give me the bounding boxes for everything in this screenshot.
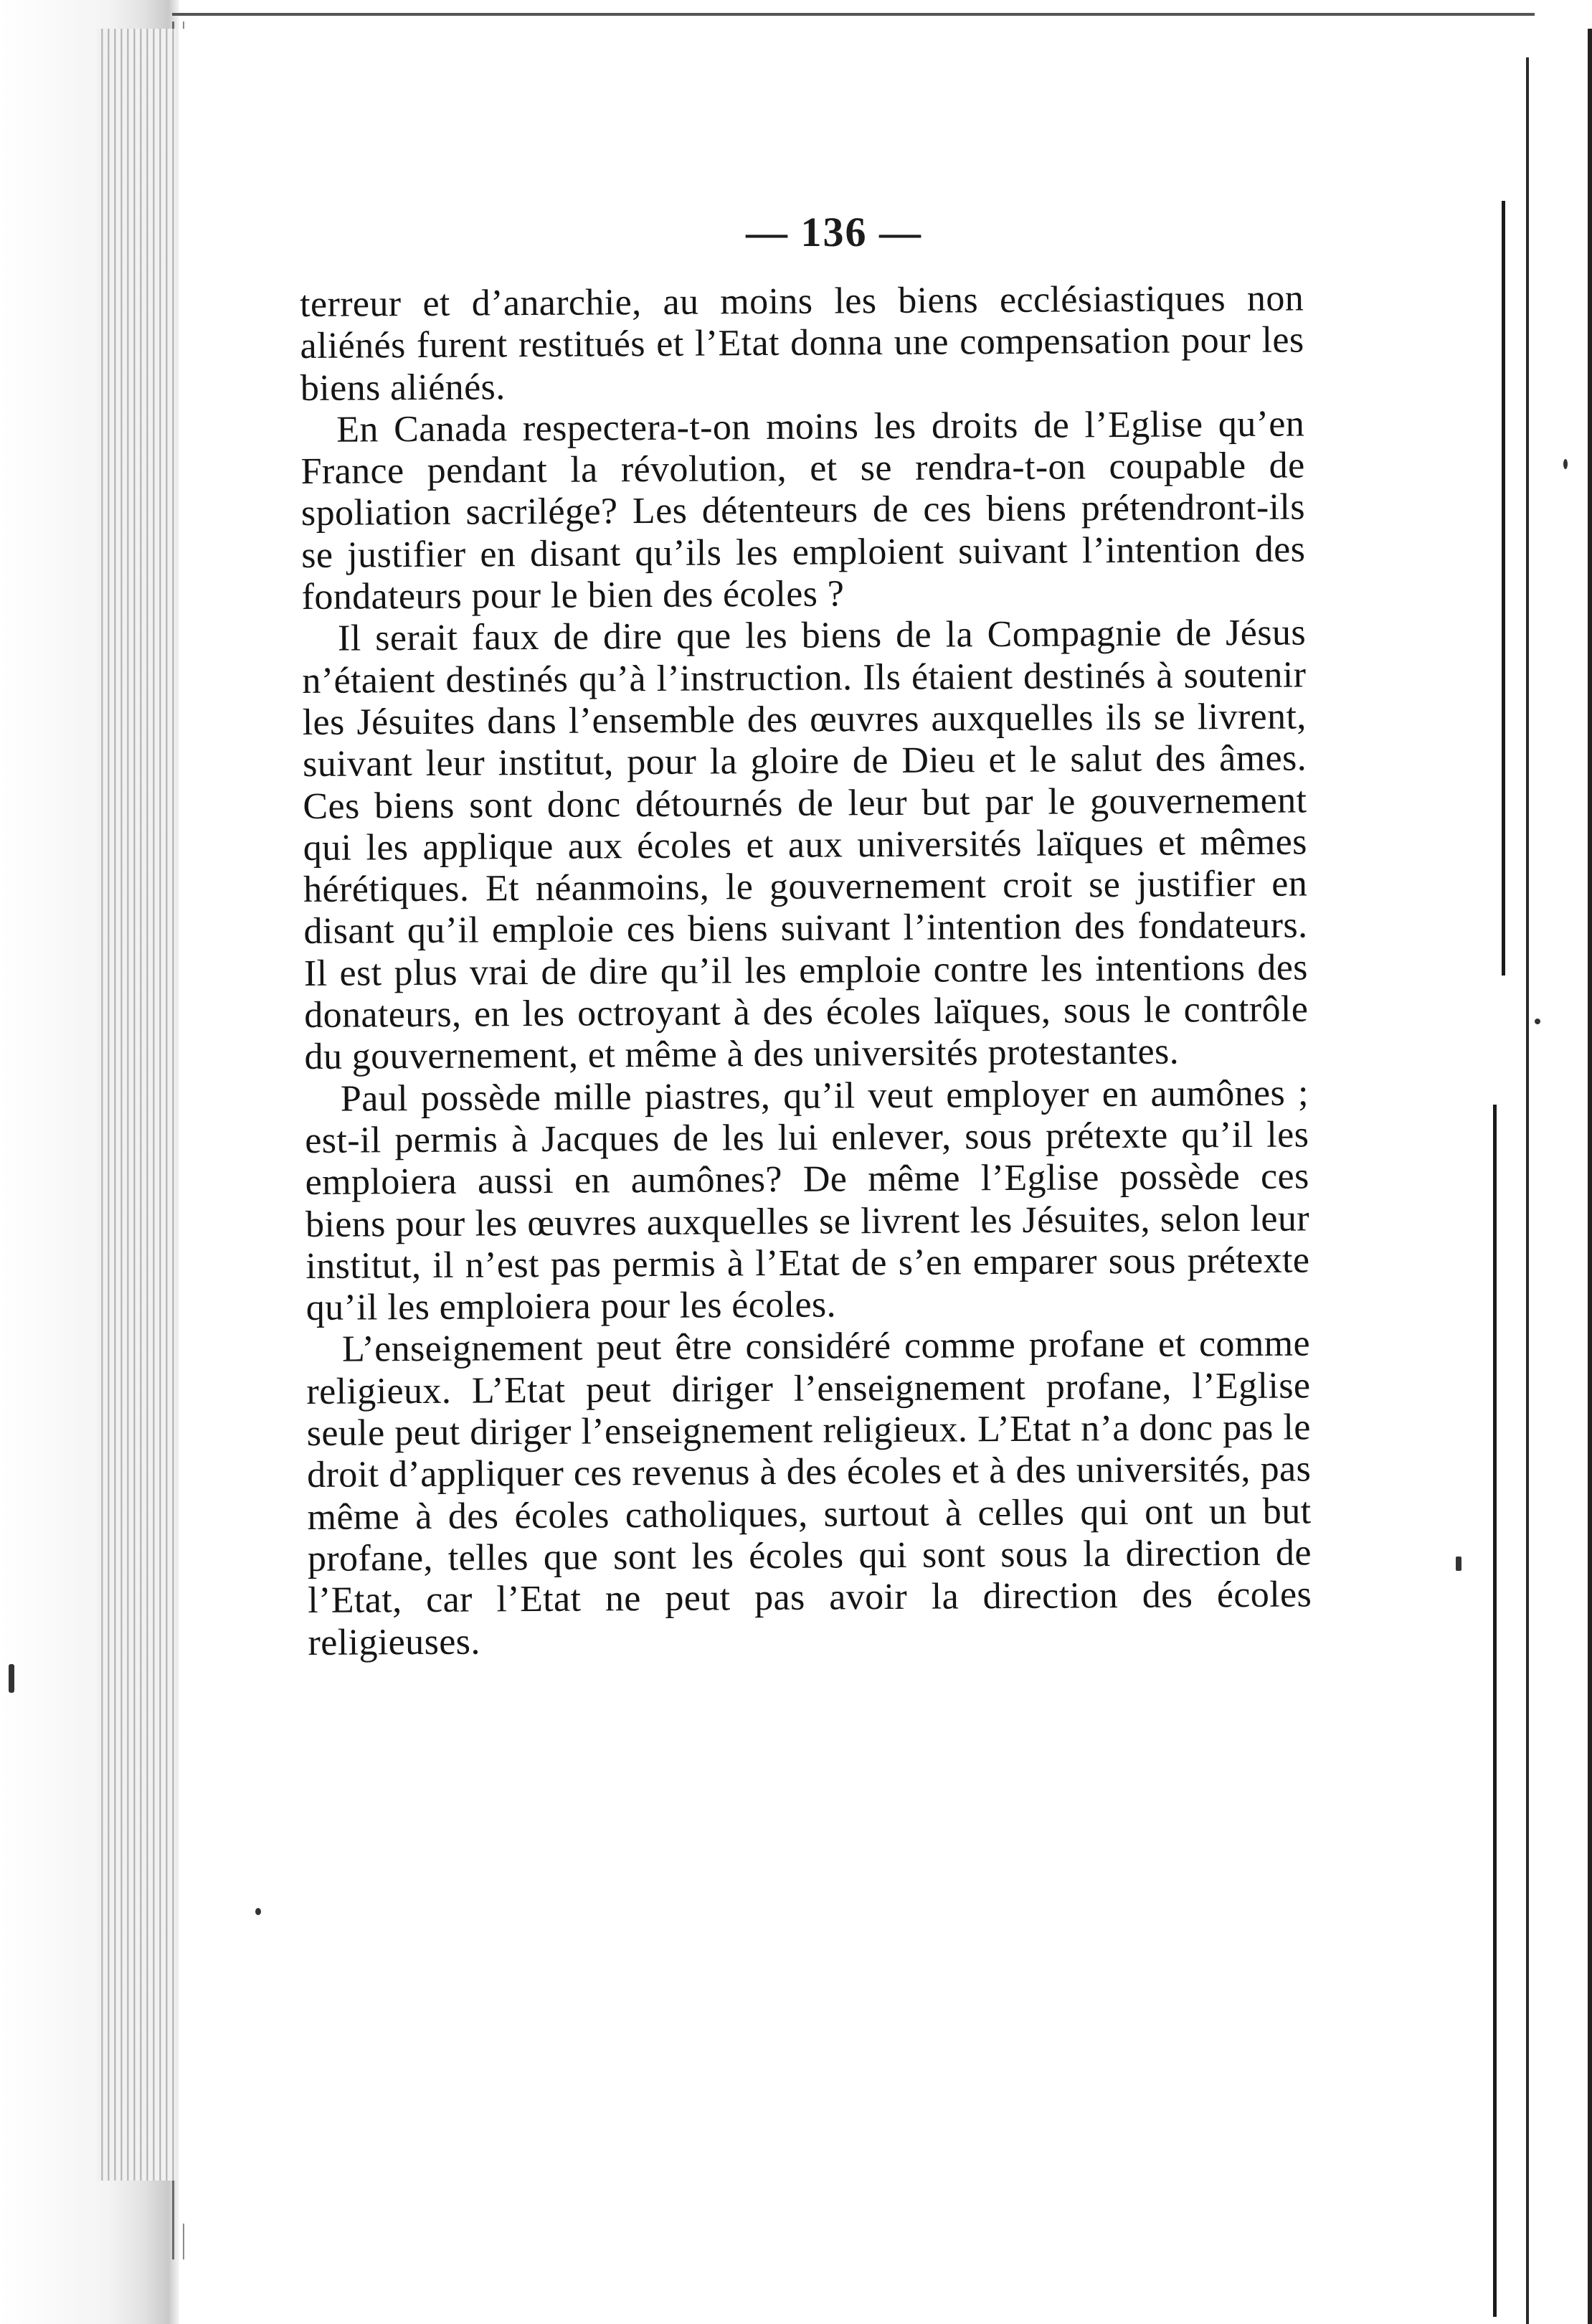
scan-speck bbox=[1456, 1557, 1461, 1571]
page-number: — 136 — bbox=[746, 209, 922, 255]
book-top-edge bbox=[172, 13, 1535, 16]
paragraph-1: terreur et d’anarchie, au moins les biens ecclésiastiques non aliénés furent restitués et l’Etat donna une compensation pour les biens aliénés. bbox=[300, 278, 1304, 409]
paragraph-5: L’enseignement peut être considéré comme profane et comme religieux. L’Etat peut diriger l’enseignement profane, l’Eglise seule peut diriger l’enseignement religieux. L’Etat n’a donc pas le droit d’appliquer ces revenus à des écoles et à des universités, pas même à des écoles catholiques, surtout à celles qui ont un but profane, telles que sont les écoles qui sont sous la direction de l’Etat, car l’Etat ne peut pas avoir la direction des écoles religieuses. bbox=[306, 1323, 1312, 1663]
paragraph-3: Il serait faux de dire que les biens de la Compagnie de Jésus n’étaient destinés qu’à l’instruction. Ils étaient destinés à soutenir les Jésuites dans l’ensemble des œuvres auxquelles ils se livrent, suivant leur institut, pour la gloire de Dieu et le salut des âmes. Ces biens sont donc détournés de leur but par le gouvernement qui les applique aux écoles et aux universités laïques et mêmes hérétiques. Et néanmoins, le gouvernement croit se justifier en disant qu’il emploie ces biens suivant l’intention des fondateurs. Il est plus vrai de dire qu’il les emploie contre les intentions des donateurs, en les octroyant à des écoles laïques, sous le contrôle du gouvernement, et même à des universités protestantes. bbox=[302, 612, 1309, 1078]
paragraph-2: En Canada respectera-t-on moins les droits de l’Eglise qu’en France pendant la révolution, et se rendra-t-on coupable de spoliation sacrilége? Les détenteurs de ces biens prétendront-ils se justifier en disant qu’ils les emploient suivant l’intention des fondateurs pour le bien des écoles ? bbox=[300, 403, 1306, 618]
paragraph-4: Paul possède mille piastres, qu’il veut employer en aumônes ; est-il permis à Jacques de les lui enlever, sous prétexte qu’il les emploiera aussi en aumônes? De même l’Eglise possède ces biens pour les œuvres auxquelles se livrent les Jésuites, selon leur institut, il n’est pas permis à l’Etat de s’en emparer sous prétexte qu’il les emploiera pour les écoles. bbox=[305, 1072, 1310, 1329]
scan-speck bbox=[1535, 1019, 1540, 1024]
scan-speck bbox=[1563, 459, 1568, 469]
page-body-text bbox=[300, 278, 1312, 1663]
scan-speck bbox=[255, 1908, 261, 1915]
page-stack-edges bbox=[97, 29, 176, 2181]
scan-speck bbox=[9, 1664, 14, 1693]
right-page-edge bbox=[1492, 29, 1592, 2295]
scan-right-border bbox=[1588, 29, 1592, 2324]
